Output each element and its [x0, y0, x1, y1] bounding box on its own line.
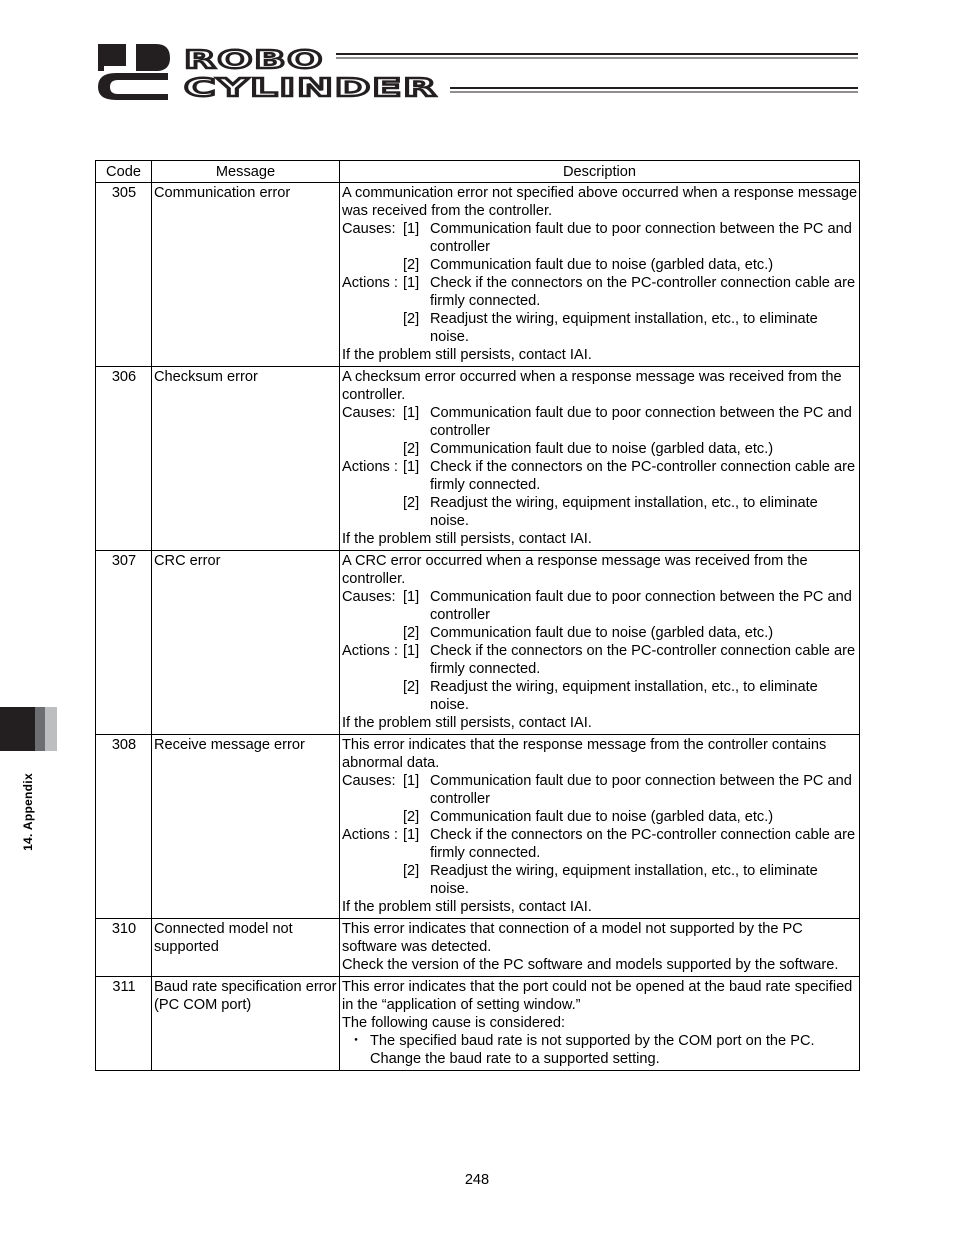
- item-number: [1]: [403, 459, 420, 475]
- action-text: Check if the connectors on the PC-controller connection cable are firmly connected.: [430, 459, 856, 493]
- error-description: [340, 919, 860, 977]
- section-tab-label: 14. Appendix: [21, 773, 35, 851]
- page-number: 248: [464, 1172, 490, 1188]
- cause-text: Communication fault due to poor connection between the PC and controller: [430, 589, 852, 623]
- item-number: [2]: [403, 495, 420, 511]
- error-code: 311: [96, 977, 152, 1071]
- actions-label: Actions :: [342, 643, 398, 659]
- table-row: [96, 735, 860, 919]
- description-intro: A CRC error occurred when a response message was received from the controller.: [342, 553, 808, 587]
- item-number: [1]: [403, 275, 420, 291]
- item-number: [2]: [403, 625, 420, 641]
- cause-text: Communication fault due to noise (garbled data, etc.): [430, 441, 774, 457]
- cause-text: Communication fault due to noise (garbled data, etc.): [430, 809, 774, 825]
- header-description: Description: [340, 161, 860, 183]
- description-intro: A checksum error occurred when a response message was received from the controller.: [342, 369, 842, 403]
- description-paragraph: The following cause is considered:: [342, 1015, 566, 1031]
- header-message: Message: [152, 161, 340, 183]
- item-number: [2]: [403, 863, 420, 879]
- cause-text: Communication fault due to poor connection between the PC and controller: [430, 773, 852, 807]
- description-footer: If the problem still persists, contact IAI.: [342, 531, 592, 547]
- bullet-text: The specified baud rate is not supported by the COM port on the PC. Change the baud rate to a supported setting.: [370, 1033, 815, 1067]
- error-message: CRC error: [152, 551, 340, 735]
- error-code-table: [95, 160, 860, 1071]
- item-number: [2]: [403, 679, 420, 695]
- action-text: Readjust the wiring, equipment installation, etc., to eliminate noise.: [430, 863, 818, 897]
- actions-label: Actions :: [342, 827, 398, 843]
- header-code: Code: [96, 161, 152, 183]
- item-number: [2]: [403, 441, 420, 457]
- description-paragraph: Check the version of the PC software and models supported by the software.: [342, 957, 839, 973]
- table-row: [96, 367, 860, 551]
- cause-text: Communication fault due to poor connection between the PC and controller: [430, 221, 852, 255]
- item-number: [1]: [403, 589, 420, 605]
- causes-label: Causes:: [342, 405, 396, 421]
- description-footer: If the problem still persists, contact IAI.: [342, 899, 592, 915]
- description-footer: If the problem still persists, contact IAI.: [342, 715, 592, 731]
- cause-text: Communication fault due to poor connection between the PC and controller: [430, 405, 852, 439]
- error-code: 308: [96, 735, 152, 919]
- description-intro: A communication error not specified above occurred when a response message was received from the controller.: [342, 185, 858, 219]
- error-description: [340, 735, 860, 919]
- table-row: [96, 551, 860, 735]
- error-message: Baud rate specification error (PC COM port): [152, 977, 340, 1071]
- error-code: 306: [96, 367, 152, 551]
- error-message: Communication error: [152, 183, 340, 367]
- description-intro: This error indicates that the response message from the controller contains abnormal data.: [342, 737, 827, 771]
- rc-monogram: [98, 44, 170, 100]
- action-text: Check if the connectors on the PC-controller connection cable are firmly connected.: [430, 827, 856, 861]
- action-text: Readjust the wiring, equipment installation, etc., to eliminate noise.: [430, 679, 818, 713]
- item-number: [2]: [403, 311, 420, 327]
- causes-label: Causes:: [342, 221, 396, 237]
- actions-label: Actions :: [342, 459, 398, 475]
- action-text: Check if the connectors on the PC-controller connection cable are firmly connected.: [430, 275, 856, 309]
- error-message: Checksum error: [152, 367, 340, 551]
- error-code: 307: [96, 551, 152, 735]
- error-code: 305: [96, 183, 152, 367]
- item-number: [1]: [403, 827, 420, 843]
- action-text: Readjust the wiring, equipment installation, etc., to eliminate noise.: [430, 495, 818, 529]
- description-paragraph: This error indicates that the port could not be opened at the baud rate specified in the “application of setting window.”: [342, 979, 853, 1013]
- causes-label: Causes:: [342, 773, 396, 789]
- item-number: [1]: [403, 405, 420, 421]
- actions-label: Actions :: [342, 275, 398, 291]
- description-paragraph: This error indicates that connection of a model not supported by the PC software was detected.: [342, 921, 803, 955]
- action-text: Readjust the wiring, equipment installation, etc., to eliminate noise.: [430, 311, 818, 345]
- cause-text: Communication fault due to noise (garbled data, etc.): [430, 625, 774, 641]
- error-message: Connected model not supported: [152, 919, 340, 977]
- table-header-row: [96, 161, 860, 183]
- error-description: [340, 977, 860, 1071]
- item-number: [2]: [403, 809, 420, 825]
- table-row: [96, 183, 860, 367]
- error-description: [340, 551, 860, 735]
- logo-line2: CYLINDER: [184, 73, 438, 102]
- robo-cylinder-logo: [96, 42, 858, 102]
- item-number: [1]: [403, 773, 420, 789]
- error-message: Receive message error: [152, 735, 340, 919]
- table-row: [96, 977, 860, 1071]
- section-tab-marker: [0, 707, 57, 751]
- item-number: [1]: [403, 643, 420, 659]
- cause-text: Communication fault due to noise (garbled data, etc.): [430, 257, 774, 273]
- causes-label: Causes:: [342, 589, 396, 605]
- table-row: [96, 919, 860, 977]
- item-number: [2]: [403, 257, 420, 273]
- error-description: [340, 367, 860, 551]
- logo-line1: ROBO: [184, 45, 324, 74]
- error-code: 310: [96, 919, 152, 977]
- error-description: [340, 183, 860, 367]
- action-text: Check if the connectors on the PC-controller connection cable are firmly connected.: [430, 643, 856, 677]
- bullet-icon: ・: [348, 1033, 364, 1049]
- item-number: [1]: [403, 221, 420, 237]
- description-footer: If the problem still persists, contact IAI.: [342, 347, 592, 363]
